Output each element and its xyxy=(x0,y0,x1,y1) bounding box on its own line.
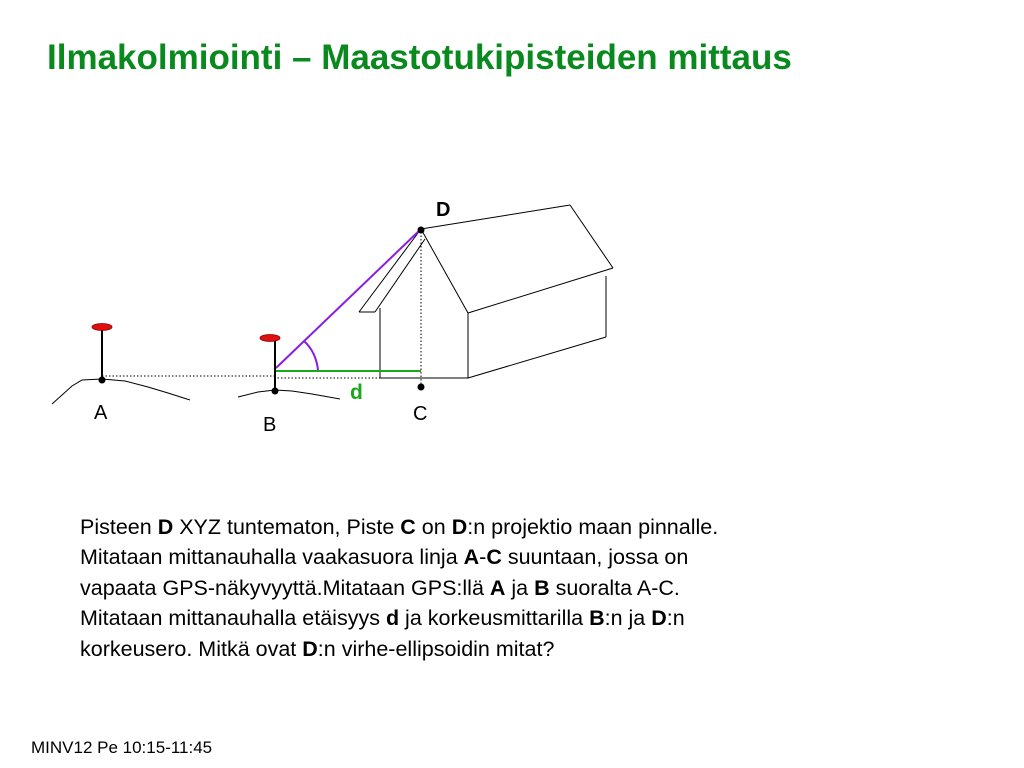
terrain-a xyxy=(52,379,190,404)
bold-term: B xyxy=(589,606,605,631)
bold-term: B xyxy=(534,575,550,600)
description-line-1 xyxy=(80,512,880,542)
bold-term: D xyxy=(451,515,468,539)
text-segment: :n xyxy=(666,606,685,631)
label-d-distance: d xyxy=(350,381,363,404)
gps-pole-b xyxy=(260,335,280,391)
bold-term: D xyxy=(157,515,174,539)
description-line-3 xyxy=(80,573,880,603)
bold-term: A xyxy=(463,545,480,570)
description-line-5 xyxy=(80,634,880,664)
house xyxy=(359,205,613,378)
description-line-4 xyxy=(80,603,880,633)
text-segment: korkeusero. Mitkä ovat xyxy=(80,636,303,661)
label-c: C xyxy=(413,403,428,425)
bold-term: C xyxy=(400,515,416,539)
point-a xyxy=(99,377,106,384)
text-segment: XYZ tuntematon, Piste xyxy=(173,515,401,539)
text-segment: Pisteen xyxy=(80,515,158,539)
text-segment: Mitataan mittanauhalla vaakasuora linja xyxy=(80,545,464,570)
text-segment: suoralta A-C. xyxy=(549,575,680,600)
slide-title: Ilmakolmiointi – Maastotukipisteiden mittaus xyxy=(47,38,792,77)
text-segment: Mitataan mittanauhalla etäisyys xyxy=(80,606,386,631)
gps-pole-a xyxy=(92,324,112,380)
bold-term: D xyxy=(651,606,667,631)
label-a: A xyxy=(94,402,108,424)
text-segment: - xyxy=(479,545,487,570)
label-b: B xyxy=(263,414,277,436)
bold-term: d xyxy=(385,606,400,631)
terrain-b xyxy=(238,390,340,399)
text-segment: on xyxy=(415,515,452,539)
angle-arc xyxy=(304,341,318,370)
point-c xyxy=(418,384,425,391)
footer-session: MINV12 Pe 10:15-11:45 xyxy=(31,738,213,757)
text-segment: suuntaan, jossa on xyxy=(501,545,689,570)
point-b xyxy=(272,388,279,395)
description-text xyxy=(80,512,880,664)
bold-term: A xyxy=(489,575,506,600)
bold-term: C xyxy=(486,545,502,570)
slope-line-b-d xyxy=(276,229,421,368)
text-segment: :n projektio maan pinnalle. xyxy=(467,515,719,539)
text-segment: ja korkeusmittarilla xyxy=(399,606,590,631)
label-d-point: D xyxy=(436,199,451,221)
point-d xyxy=(418,227,425,234)
text-segment: vapaata GPS-näkyvyyttä.Mitataan GPS:llä xyxy=(80,575,490,600)
text-segment: :n virhe-ellipsoidin mitat? xyxy=(317,636,555,661)
description-line-2 xyxy=(80,542,880,572)
text-segment: :n ja xyxy=(604,606,652,631)
bold-term: D xyxy=(302,636,318,661)
text-segment: ja xyxy=(505,575,535,600)
